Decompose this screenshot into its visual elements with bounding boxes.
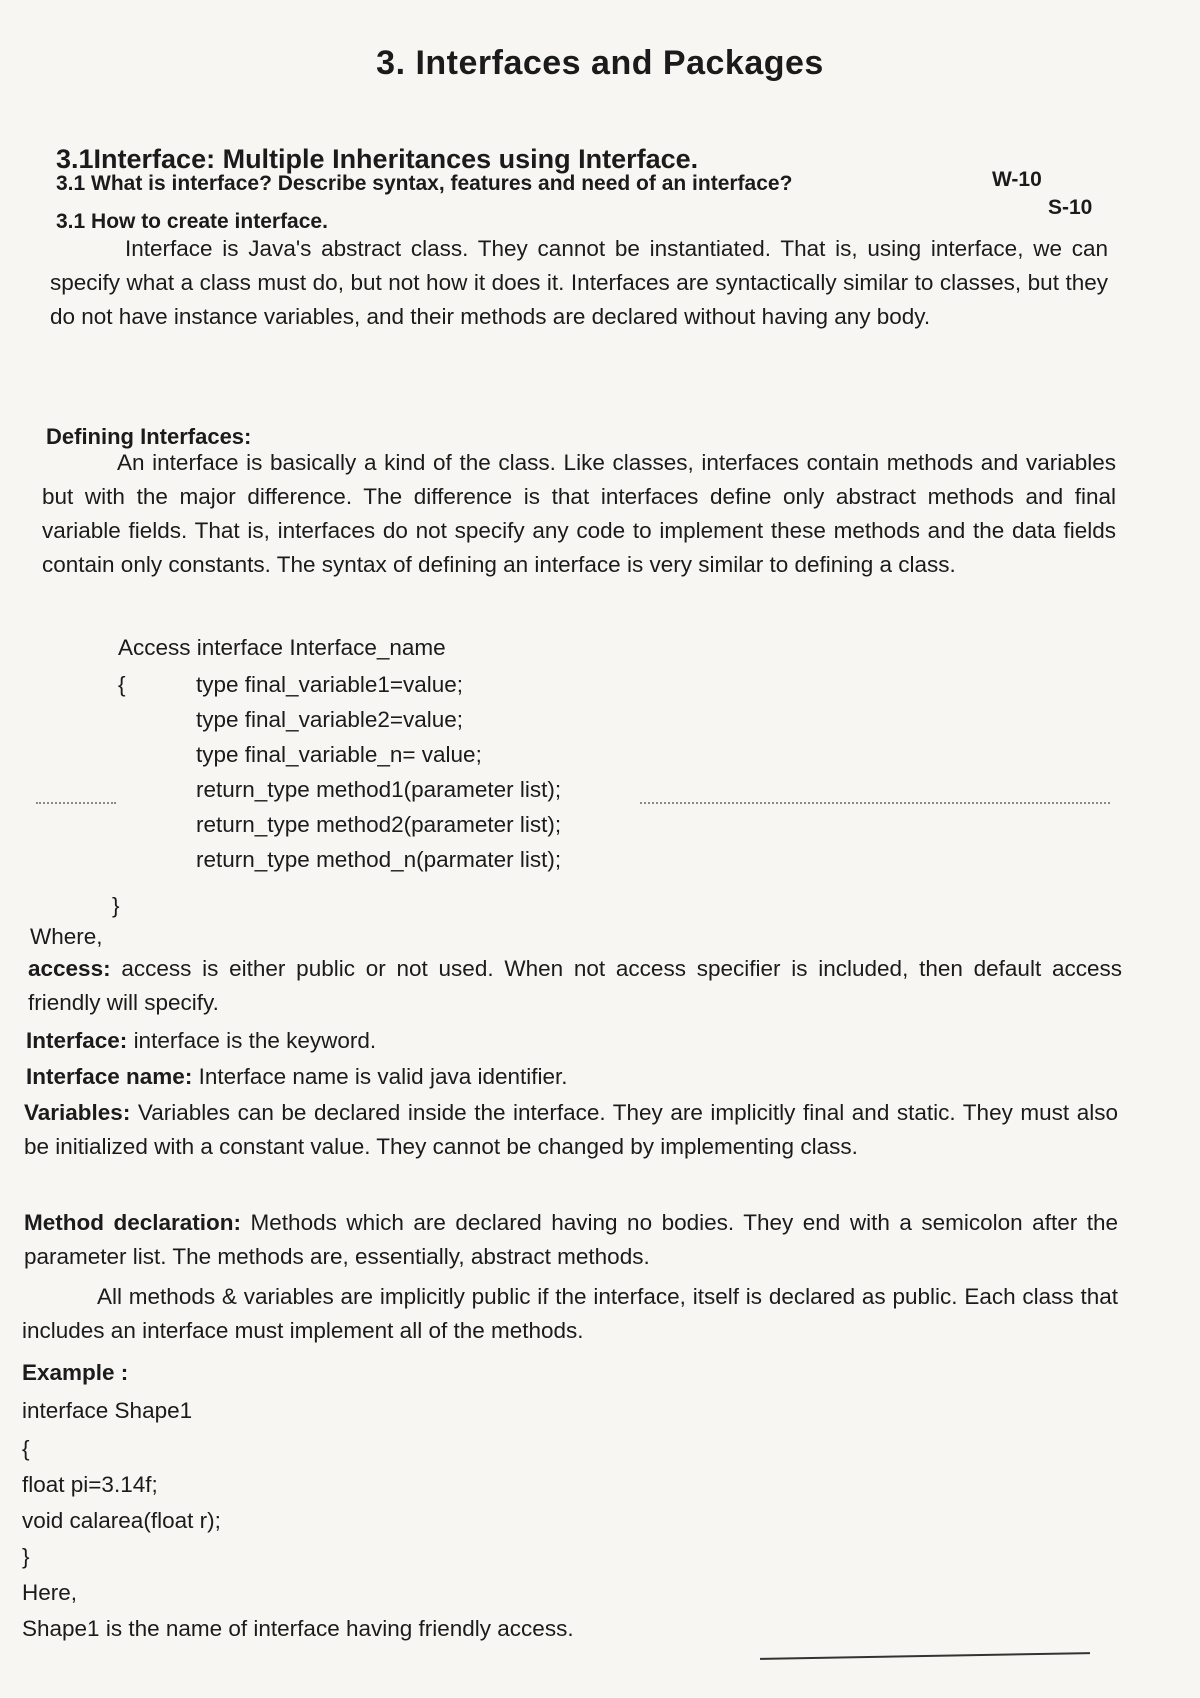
syntax-open-brace: { <box>118 672 126 697</box>
field-method-declaration <box>24 1206 1118 1274</box>
exam-tag-w10: W-10 <box>992 168 1042 191</box>
example-label <box>22 1356 128 1390</box>
chapter-title: 3. Interfaces and Packages <box>376 44 824 82</box>
defining-paragraph <box>42 446 1116 582</box>
example-line-4: void calarea(float r); <box>22 1508 221 1533</box>
example-line-2: { <box>22 1436 30 1461</box>
defining-text: An interface is basically a kind of the class. Like classes, interfaces contain methods and variables but with the major difference. The difference is that interfaces define only abstract methods and final variable fields. That is, interfaces do not specify any code to implement these methods and the data fields contain only constants. The syntax of defining an interface is very similar to defining a class. <box>42 450 1116 577</box>
field-interface-name <box>26 1060 1120 1094</box>
here-label: Here, <box>22 1580 78 1605</box>
interface-name-label: Interface name: <box>26 1064 193 1089</box>
field-access <box>28 952 1122 1020</box>
variables-text: Variables can be declared inside the interface. They are implicitly final and static. They must also be initialized with a constant value. They cannot be changed by implementing class. <box>24 1100 1118 1159</box>
syntax-variable-1: type final_variable1=value; <box>196 672 464 697</box>
access-label: access: <box>28 956 111 981</box>
example-label-text: Example : <box>22 1360 129 1385</box>
question-how-to-create: 3.1 How to create interface. <box>56 210 328 233</box>
intro-text: Interface is Java's abstract class. They cannot be instantiated. That is, using interface, we can specify what a class must do, but not how it does it. Interfaces are syntactically similar to classes, but they do not have instance variables, and their methods are declared without having any body. <box>50 236 1108 329</box>
syntax-variable-n: type final_variable_n= value; <box>196 742 482 767</box>
syntax-variable-2: type final_variable2=value; <box>196 707 464 732</box>
intro-paragraph <box>50 232 1108 334</box>
public-text: All methods & variables are implicitly public if the interface, itself is declared as public. Each class that includes an interface must implement all of the methods. <box>22 1284 1118 1343</box>
syntax-method-2: return_type method2(parameter list); <box>196 812 562 837</box>
example-line-1: interface Shape1 <box>22 1398 193 1423</box>
syntax-method-1: return_type method1(parameter list); <box>196 777 562 802</box>
where-label: Where, <box>30 924 103 949</box>
footer-rule <box>760 1652 1090 1660</box>
variables-label: Variables: <box>24 1100 131 1125</box>
interface-name-text: Interface name is valid java identifier. <box>198 1064 568 1089</box>
syntax-method-n: return_type method_n(parmater list); <box>196 847 562 872</box>
method-declaration-text: Methods which are declared having no bodies. They end with a semicolon after the parameter list. The methods are, essentially, abstract methods. <box>24 1210 1118 1269</box>
public-paragraph <box>22 1280 1118 1348</box>
closing-line: Shape1 is the name of interface having friendly access. <box>22 1616 574 1641</box>
syntax-close-brace: } <box>112 893 120 918</box>
field-interface <box>26 1024 1120 1058</box>
access-text: access is either public or not used. When not access specifier is included, then default access friendly will specify. <box>28 956 1122 1015</box>
syntax-header: Access interface Interface_name <box>118 635 446 660</box>
example-line-5: } <box>22 1544 30 1569</box>
question-what-is-interface: 3.1 What is interface? Describe syntax, features and need of an interface? <box>56 172 793 195</box>
defining-interfaces-heading: Defining Interfaces: <box>46 424 252 449</box>
scan-dotted-line <box>640 802 1110 804</box>
field-variables <box>24 1096 1118 1164</box>
scan-dotted-line <box>36 802 116 804</box>
interface-label: Interface: <box>26 1028 128 1053</box>
section-heading: 3.1Interface: Multiple Inheritances using Interface. <box>56 144 699 174</box>
interface-text: interface is the keyword. <box>133 1028 377 1053</box>
exam-tag-s10: S-10 <box>1048 196 1093 219</box>
example-line-3: float pi=3.14f; <box>22 1472 158 1497</box>
method-declaration-label: Method declaration: <box>24 1210 242 1235</box>
